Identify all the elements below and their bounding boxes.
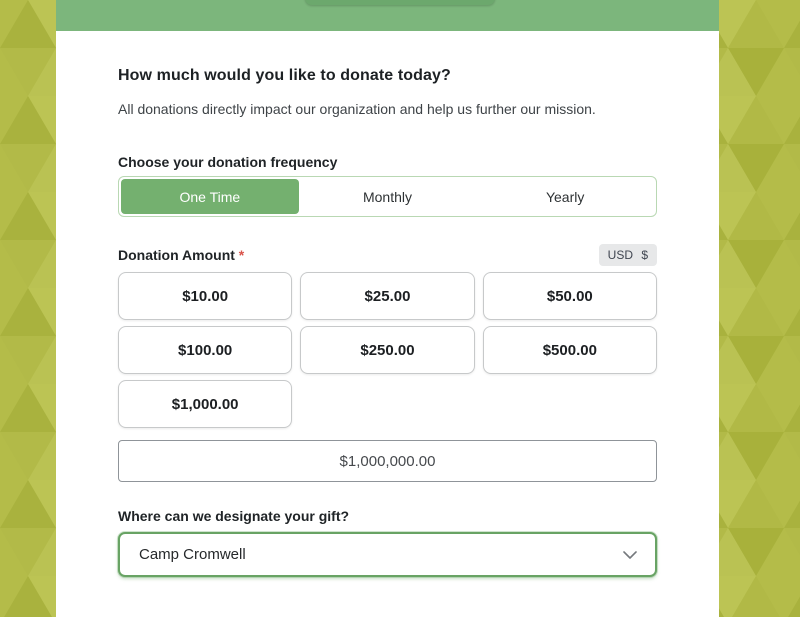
frequency-label: Choose your donation frequency: [118, 154, 338, 170]
donation-form-card: [56, 0, 719, 617]
frequency-option-one-time[interactable]: One Time: [121, 179, 299, 214]
designation-selected-value: Camp Cromwell: [139, 546, 246, 563]
frequency-field: [118, 153, 657, 217]
designation-select[interactable]: [118, 532, 657, 577]
chevron-down-icon: [623, 551, 637, 559]
preset-amount-grid: [118, 272, 657, 428]
frequency-segmented-control: [118, 176, 657, 217]
preset-amount-button-500[interactable]: $500.00: [483, 326, 657, 374]
donation-amount-label-text: Donation Amount: [118, 246, 235, 263]
custom-amount-input[interactable]: [118, 440, 657, 482]
preset-amount-button-1000[interactable]: $1,000.00: [118, 380, 292, 428]
required-asterisk: *: [238, 246, 245, 263]
page-title: How much would you like to donate today?: [118, 67, 451, 84]
currency-badge: USD $: [599, 244, 657, 266]
designation-field: [118, 507, 657, 577]
form-body: [56, 31, 719, 577]
donation-amount-header: [118, 244, 657, 265]
designation-label: Where can we designate your gift?: [118, 508, 350, 524]
preset-amount-button-25[interactable]: $25.00: [300, 272, 474, 320]
preset-amount-button-100[interactable]: $100.00: [118, 326, 292, 374]
page-subtitle: All donations directly impact our organization and help us further our mission.: [118, 101, 596, 117]
preset-amount-button-50[interactable]: $50.00: [483, 272, 657, 320]
donation-amount-label: [118, 246, 244, 264]
preset-amount-button-10[interactable]: $10.00: [118, 272, 292, 320]
preset-amount-button-250[interactable]: $250.00: [300, 326, 474, 374]
frequency-option-yearly[interactable]: Yearly: [476, 179, 654, 214]
frequency-option-monthly[interactable]: Monthly: [299, 179, 477, 214]
header-peek-element: [305, 0, 495, 5]
form-header-bar: [56, 0, 719, 31]
